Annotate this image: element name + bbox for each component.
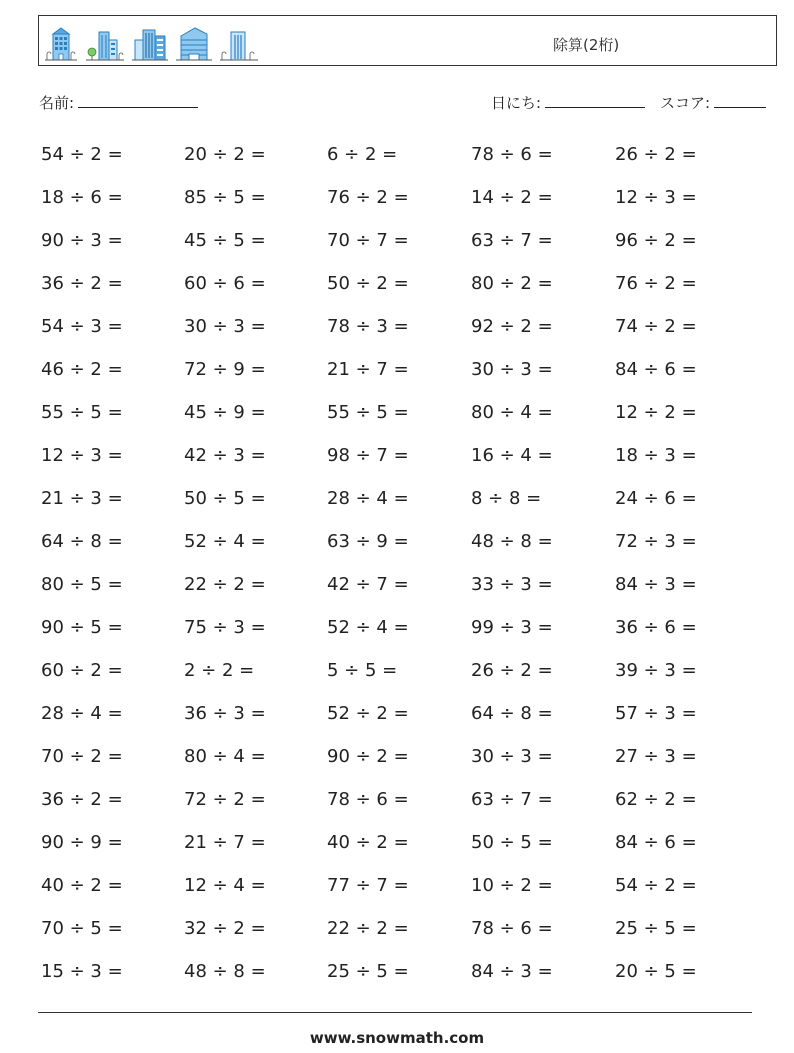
problem-item: 6 ÷ 2 = xyxy=(327,144,398,165)
problem-grid xyxy=(41,133,761,993)
problem-item: 72 ÷ 3 = xyxy=(615,531,697,552)
problem-item: 85 ÷ 5 = xyxy=(184,187,266,208)
problem-item: 63 ÷ 7 = xyxy=(471,230,553,251)
problem-item: 78 ÷ 3 = xyxy=(327,316,409,337)
office-tower-icon xyxy=(85,26,125,62)
date-blank[interactable] xyxy=(545,92,645,108)
problem-item: 98 ÷ 7 = xyxy=(327,445,409,466)
problem-item: 33 ÷ 3 = xyxy=(471,574,553,595)
problem-item: 72 ÷ 2 = xyxy=(184,789,266,810)
problem-item: 14 ÷ 2 = xyxy=(471,187,553,208)
problem-item: 78 ÷ 6 = xyxy=(471,144,553,165)
problem-item: 99 ÷ 3 = xyxy=(471,617,553,638)
problem-item: 90 ÷ 9 = xyxy=(41,832,123,853)
problem-item: 70 ÷ 7 = xyxy=(327,230,409,251)
problem-item: 10 ÷ 2 = xyxy=(471,875,553,896)
problem-item: 70 ÷ 5 = xyxy=(41,918,123,939)
problem-item: 77 ÷ 7 = xyxy=(327,875,409,896)
problem-item: 84 ÷ 3 = xyxy=(471,961,553,982)
problem-item: 15 ÷ 3 = xyxy=(41,961,123,982)
problem-item: 46 ÷ 2 = xyxy=(41,359,123,380)
problem-item: 84 ÷ 6 = xyxy=(615,832,697,853)
problem-item: 57 ÷ 3 = xyxy=(615,703,697,724)
problem-item: 27 ÷ 3 = xyxy=(615,746,697,767)
problem-item: 40 ÷ 2 = xyxy=(327,832,409,853)
problem-item: 74 ÷ 2 = xyxy=(615,316,697,337)
problem-item: 45 ÷ 9 = xyxy=(184,402,266,423)
problem-item: 55 ÷ 5 = xyxy=(327,402,409,423)
problem-item: 50 ÷ 5 = xyxy=(471,832,553,853)
problem-item: 90 ÷ 3 = xyxy=(41,230,123,251)
problem-item: 21 ÷ 3 = xyxy=(41,488,123,509)
problem-item: 12 ÷ 3 = xyxy=(41,445,123,466)
problem-item: 90 ÷ 2 = xyxy=(327,746,409,767)
problem-item: 84 ÷ 3 = xyxy=(615,574,697,595)
problem-item: 52 ÷ 4 = xyxy=(327,617,409,638)
problem-item: 12 ÷ 2 = xyxy=(615,402,697,423)
name-label: 名前: xyxy=(39,94,75,112)
problem-item: 21 ÷ 7 = xyxy=(184,832,266,853)
problem-item: 70 ÷ 2 = xyxy=(41,746,123,767)
problem-item: 80 ÷ 5 = xyxy=(41,574,123,595)
problem-item: 55 ÷ 5 = xyxy=(41,402,123,423)
problem-item: 54 ÷ 2 = xyxy=(41,144,123,165)
problem-item: 30 ÷ 3 = xyxy=(471,359,553,380)
problem-item: 18 ÷ 6 = xyxy=(41,187,123,208)
problem-item: 54 ÷ 3 = xyxy=(41,316,123,337)
problem-item: 22 ÷ 2 = xyxy=(327,918,409,939)
problem-item: 54 ÷ 2 = xyxy=(615,875,697,896)
footer-divider xyxy=(38,1012,752,1013)
footer-url: www.snowmath.com xyxy=(309,1029,485,1047)
problem-item: 12 ÷ 3 = xyxy=(615,187,697,208)
header-icons xyxy=(43,22,259,62)
problem-item: 28 ÷ 4 = xyxy=(41,703,123,724)
problem-item: 92 ÷ 2 = xyxy=(471,316,553,337)
glass-building-icon xyxy=(175,26,213,62)
building-icon xyxy=(43,26,79,62)
problem-item: 25 ÷ 5 = xyxy=(327,961,409,982)
problem-item: 8 ÷ 8 = xyxy=(471,488,542,509)
problem-item: 20 ÷ 5 = xyxy=(615,961,697,982)
problem-item: 5 ÷ 5 = xyxy=(327,660,398,681)
problem-item: 25 ÷ 5 = xyxy=(615,918,697,939)
date-field xyxy=(491,92,645,113)
problem-item: 28 ÷ 4 = xyxy=(327,488,409,509)
worksheet-title: 除算(2桁) xyxy=(553,36,620,54)
problem-item: 36 ÷ 3 = xyxy=(184,703,266,724)
problem-item: 36 ÷ 2 = xyxy=(41,789,123,810)
problem-item: 2 ÷ 2 = xyxy=(184,660,255,681)
score-label: スコア: xyxy=(660,94,711,112)
problem-item: 76 ÷ 2 = xyxy=(615,273,697,294)
problem-item: 84 ÷ 6 = xyxy=(615,359,697,380)
problem-item: 30 ÷ 3 = xyxy=(184,316,266,337)
problem-item: 30 ÷ 3 = xyxy=(471,746,553,767)
problem-item: 18 ÷ 3 = xyxy=(615,445,697,466)
problem-item: 76 ÷ 2 = xyxy=(327,187,409,208)
problem-item: 22 ÷ 2 = xyxy=(184,574,266,595)
problem-item: 78 ÷ 6 = xyxy=(327,789,409,810)
header-box xyxy=(38,15,777,66)
problem-item: 36 ÷ 2 = xyxy=(41,273,123,294)
score-field xyxy=(660,92,766,113)
problem-item: 12 ÷ 4 = xyxy=(184,875,266,896)
problem-item: 78 ÷ 6 = xyxy=(471,918,553,939)
problem-item: 52 ÷ 2 = xyxy=(327,703,409,724)
problem-item: 42 ÷ 7 = xyxy=(327,574,409,595)
problem-item: 63 ÷ 9 = xyxy=(327,531,409,552)
problem-item: 48 ÷ 8 = xyxy=(471,531,553,552)
problem-item: 48 ÷ 8 = xyxy=(184,961,266,982)
problem-item: 62 ÷ 2 = xyxy=(615,789,697,810)
problem-item: 26 ÷ 2 = xyxy=(615,144,697,165)
problem-item: 80 ÷ 4 = xyxy=(471,402,553,423)
problem-item: 96 ÷ 2 = xyxy=(615,230,697,251)
problem-item: 52 ÷ 4 = xyxy=(184,531,266,552)
problem-item: 50 ÷ 2 = xyxy=(327,273,409,294)
problem-item: 16 ÷ 4 = xyxy=(471,445,553,466)
problem-item: 80 ÷ 2 = xyxy=(471,273,553,294)
problem-item: 32 ÷ 2 = xyxy=(184,918,266,939)
problem-item: 20 ÷ 2 = xyxy=(184,144,266,165)
score-blank[interactable] xyxy=(714,92,766,108)
problem-item: 60 ÷ 6 = xyxy=(184,273,266,294)
problem-item: 24 ÷ 6 = xyxy=(615,488,697,509)
problem-item: 64 ÷ 8 = xyxy=(41,531,123,552)
problem-item: 75 ÷ 3 = xyxy=(184,617,266,638)
problem-item: 39 ÷ 3 = xyxy=(615,660,697,681)
name-blank[interactable] xyxy=(78,92,198,108)
name-field xyxy=(39,92,198,113)
problem-item: 50 ÷ 5 = xyxy=(184,488,266,509)
problem-item: 64 ÷ 8 = xyxy=(471,703,553,724)
problem-item: 45 ÷ 5 = xyxy=(184,230,266,251)
problem-item: 40 ÷ 2 = xyxy=(41,875,123,896)
problem-item: 72 ÷ 9 = xyxy=(184,359,266,380)
problem-item: 21 ÷ 7 = xyxy=(327,359,409,380)
problem-item: 80 ÷ 4 = xyxy=(184,746,266,767)
problem-item: 42 ÷ 3 = xyxy=(184,445,266,466)
problem-item: 90 ÷ 5 = xyxy=(41,617,123,638)
date-label: 日にち: xyxy=(491,94,542,112)
problem-item: 60 ÷ 2 = xyxy=(41,660,123,681)
problem-item: 63 ÷ 7 = xyxy=(471,789,553,810)
problem-item: 26 ÷ 2 = xyxy=(471,660,553,681)
skyscraper-icon xyxy=(219,26,259,62)
city-skyline-icon xyxy=(131,26,169,62)
problem-item: 36 ÷ 6 = xyxy=(615,617,697,638)
